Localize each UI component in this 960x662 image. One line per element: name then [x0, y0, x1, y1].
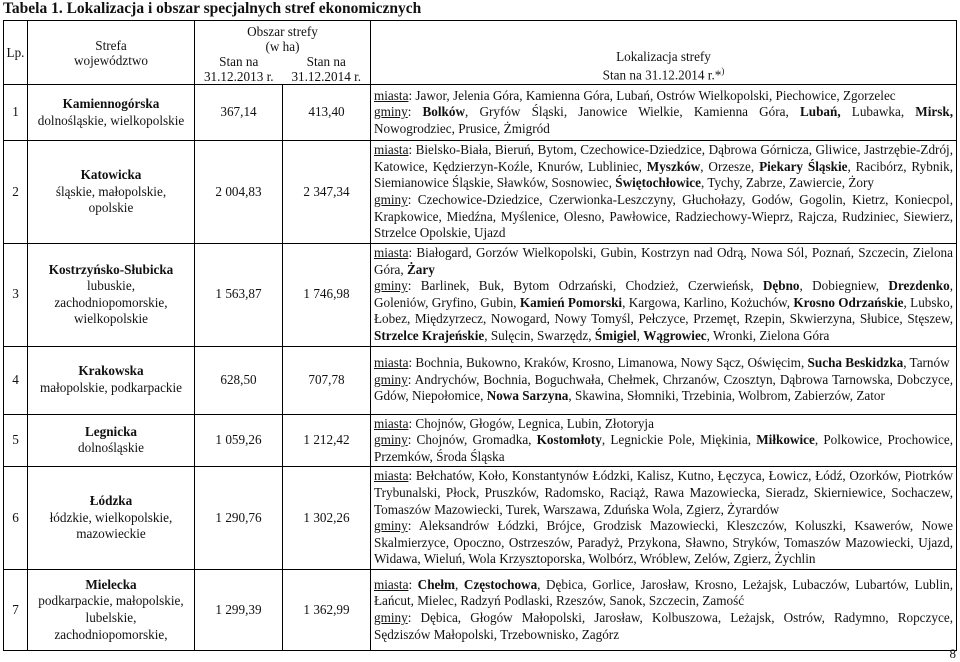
row-lp: 5 [4, 414, 28, 467]
gminy-label: gminy [374, 371, 408, 387]
gminy-text: : [407, 104, 423, 120]
gminy-line [374, 518, 953, 568]
miasta-label: miasta [374, 415, 409, 431]
gminy-text: , Dobiegniew, [799, 278, 889, 294]
gminy-text: , Skawina, Słomniki, Trzebinia, Wolbrom, Zabierzów, Zator [568, 388, 885, 404]
miasta-text: Żary [406, 261, 435, 277]
gminy-text: Drezdenko [888, 278, 950, 294]
gminy-text: Śmigiel [594, 327, 637, 343]
gminy-text: Lubawka, [840, 104, 916, 120]
miasta-line [374, 416, 953, 433]
miasta-text: , Tychy, Zabrze, Zawiercie, Żory [700, 175, 874, 191]
table-row [4, 244, 957, 347]
gminy-text: , Legnickie Pole, Miękinia, [601, 432, 757, 448]
gminy-line [374, 432, 953, 465]
area-2014: 707,78 [283, 346, 371, 414]
gminy-text: : Andrychów, Bochnia, Boguchwała, Chełmek, Chrzanów, Czosztyn, Dąbrowa Tarnowska, Dobczyce, Gdów, Niepołomice, [374, 371, 953, 404]
area-2013: 628,50 [195, 346, 283, 414]
miasta-text: : Bochnia, Bukowno, Kraków, Krosno, Limanowa, Nowy Sącz, Oświęcim, [408, 355, 808, 371]
location-cell [371, 467, 957, 570]
table-row [4, 414, 957, 467]
location-cell [371, 85, 957, 141]
gminy-label: gminy [374, 432, 408, 448]
row-lp: 3 [4, 244, 28, 347]
miasta-label: miasta [374, 576, 409, 592]
gminy-text: Strzelce Krajeńskie [374, 327, 485, 343]
zone-voivodeships: dolnośląskie, wielkopolskie [37, 112, 185, 128]
area-2014: 413,40 [283, 85, 371, 141]
zone-voivodeships: małopolskie, podkarpackie [39, 380, 183, 396]
miasta-label: miasta [374, 468, 409, 484]
header-obszar-unit: (w ha) [265, 39, 300, 54]
header-lokalizacja [371, 21, 957, 85]
gminy-text: , Wronki, Zielona Góra [706, 327, 830, 343]
gminy-text: , Lubsko, Łobez, Międzyrzecz, Nowogard, Nowy Tomyśl, Pełczyce, Przemęt, Rzepin, Skwierzyna, Słubice, Stęszew, [374, 294, 954, 327]
miasta-line [374, 577, 953, 610]
gminy-text: , Goleniów, Gryfino, Gubin, [374, 278, 953, 310]
miasta-text: , Orzesze, [700, 158, 760, 174]
zone-cell [28, 244, 195, 347]
zone-voivodeships: podkarpackie, małopolskie, lubelskie, zachodniopomorskie, [38, 593, 184, 642]
miasta-text: Sucha Beskidzka [807, 355, 904, 371]
gminy-line [374, 278, 953, 344]
location-cell [371, 141, 957, 244]
zone-cell [28, 85, 195, 141]
miasta-text: Myszków [646, 158, 701, 174]
table-row [4, 85, 957, 141]
table-row [4, 467, 957, 570]
header-lokalizacja-stan: Stan na 31.12.2014 r.*) [602, 65, 725, 82]
gminy-label: gminy [374, 609, 408, 625]
zone-name: Legnicka [84, 423, 138, 439]
miasta-line [374, 468, 953, 518]
area-2013: 1 059,26 [195, 414, 283, 467]
row-lp: 4 [4, 346, 28, 414]
gminy-text: : Czechowice-Dziedzice, Czerwionka-Leszczyny, Głuchołazy, Godów, Gogolin, Kietrz, Koniecpol, Krapkowice, Miedźna, Myślenice, Olesno, Pawłowice, Radziechowy-Wieprz, Rajcza, Rudziniec, Siewierz, Strzelce Opolskie, Ujazd [374, 192, 953, 241]
zone-name: Kamiennogórska [62, 95, 160, 111]
gminy-text: Dębno [762, 278, 800, 294]
zone-voivodeships: śląskie, małopolskie, opolskie [55, 183, 167, 216]
table-caption: Tabela 1. Lokalizacja i obszar specjalnych stref ekonomicznych [3, 0, 422, 17]
gminy-text: Lubań, [799, 104, 841, 120]
miasta-text: : [408, 576, 418, 592]
location-cell [371, 569, 957, 650]
area-2014: 1 746,98 [283, 244, 371, 347]
gminy-text: Kostomłoty [536, 432, 602, 448]
gminy-label: gminy [374, 518, 408, 534]
header-lokalizacja-label: Lokalizacja strefy [616, 48, 711, 64]
location-cell [371, 244, 957, 347]
gminy-text: , Polkowice, Prochowice, Przemków, Środa Śląska [374, 432, 954, 464]
area-2013: 1 290,76 [195, 467, 283, 570]
gminy-label: gminy [374, 104, 408, 120]
miasta-text: , Racibórz, Rybnik, Siemianowice Śląskie, Sławków, Sosnowiec, [374, 158, 954, 191]
area-2014: 1 362,99 [283, 569, 371, 650]
miasta-text: : Bielsko-Biała, Bieruń, Bytom, Czechowice-Dziedzice, Dąbrowa Górnicza, Gliwice, Jastrzębie-Zdrój, Katowice, Kędzierzyn-Koźle, Knurów, Lubliniec, [374, 142, 953, 174]
miasta-text: , Tarnów [903, 355, 950, 371]
gminy-text: : Dębica, Głogów Małopolski, Jarosław, Kolbuszowa, Leżajsk, Ostrów, Radymno, Ropczyce, Sędziszów Małopolski, Trzebownisko, Zagórz [374, 609, 953, 642]
miasta-label: miasta [374, 142, 409, 158]
zone-cell [28, 467, 195, 570]
miasta-line [374, 88, 953, 105]
gminy-line [374, 104, 953, 137]
miasta-text: : Bełchatów, Koło, Konstantynów Łódzki, Kalisz, Kutno, Łęczyca, Łowicz, Łódź, Ozorków, Piotrków Trybunalski, Płock, Pruszków, Radomsko, Raciąż, Rawa Mazowiecka, Sieradz, Skierniewice, Sochaczew, Tomaszów Mazowiecki, Turek, Warszawa, Zduńska Wola, Zgierz, Żyrardów [374, 468, 953, 517]
gminy-text: Mirsk, [915, 104, 953, 120]
sez-table [3, 20, 957, 651]
area-2013: 1 563,87 [195, 244, 283, 347]
table-row [4, 346, 957, 414]
area-2013: 1 299,39 [195, 569, 283, 650]
row-lp: 7 [4, 569, 28, 650]
miasta-label: miasta [374, 355, 409, 371]
gminy-text: Miłkowice [756, 432, 815, 448]
zone-voivodeships: łódzkie, wielkopolskie, mazowieckie [49, 509, 173, 542]
location-cell [371, 346, 957, 414]
gminy-text: , Kargowa, Karlino, Kożuchów, [622, 294, 794, 310]
zone-cell [28, 346, 195, 414]
zone-name: Łódzka [89, 493, 133, 509]
miasta-text: Częstochowa [463, 576, 538, 592]
miasta-line [374, 245, 953, 278]
zone-cell [28, 569, 195, 650]
gminy-text: , Sulęcin, Swarzędz, [484, 327, 595, 343]
gminy-label: gminy [374, 192, 408, 207]
header-stan-2014: Stan na 31.12.2014 r. [291, 54, 362, 84]
row-lp: 6 [4, 467, 28, 570]
header-obszar-label: Obszar strefy [247, 24, 318, 39]
area-2014: 1 302,26 [283, 467, 371, 570]
zone-cell [28, 141, 195, 244]
gminy-text: : Chojnów, Gromadka, [407, 432, 537, 448]
gminy-text: Wągrowiec [643, 327, 707, 343]
gminy-text: : Aleksandrów Łódzki, Brójce, Grodzisk Mazowiecki, Kleszczów, Koluszki, Ksawerów, Nowe Skalmierzyce, Opoczno, Ostrzeszów, Paradyż, Przykona, Sławno, Stryków, Tomaszów Mazowiecki, Ujazd, Widawa, Wieluń, Wola Krzysztoporska, Wolbórz, Wróblew, Zelów, Zgierz, Żychlin [374, 518, 953, 567]
row-lp: 1 [4, 85, 28, 141]
gminy-label: gminy [374, 278, 408, 294]
table-row [4, 141, 957, 244]
miasta-text: Świętochłowice [615, 175, 701, 191]
gminy-text: , [636, 327, 644, 343]
gminy-text: Krosno Odrzańskie [793, 294, 904, 310]
zone-name: Krakowska [78, 363, 144, 379]
location-cell [371, 414, 957, 467]
header-lp: Lp. [4, 21, 28, 85]
gminy-text: : Barlinek, Buk, Bytom Odrzański, Chodzież, Czerwieńsk, [407, 278, 763, 294]
gminy-line [374, 610, 953, 643]
zone-name: Kostrzyńsko-Słubicka [48, 261, 174, 277]
miasta-line [374, 355, 953, 372]
zone-cell [28, 414, 195, 467]
miasta-label: miasta [374, 245, 409, 260]
gminy-text: Nowogrodziec, Prusice, Żmigród [374, 120, 550, 136]
miasta-text: : Jawor, Jelenia Góra, Kamienna Góra, Lubań, Ostrów Wielkopolski, Piechowice, Zgorzelec [408, 87, 896, 103]
header-stan-2013: Stan na 31.12.2013 r. [203, 54, 274, 84]
miasta-text: , Dębica, Gorlice, Jarosław, Krosno, Leżajsk, Lubaczów, Lubartów, Lublin, Łańcut, Mielec, Radzyń Podlaski, Rzeszów, Sanok, Szczecin, Zamość [374, 576, 953, 609]
table-row [4, 569, 957, 650]
area-2014: 2 347,34 [283, 141, 371, 244]
area-2013: 367,14 [195, 85, 283, 141]
zone-voivodeships: dolnośląskie [78, 440, 144, 456]
miasta-text: Chełm [417, 576, 456, 592]
gminy-text: Kamień Pomorski [519, 294, 623, 310]
header-obszar [195, 21, 371, 85]
zone-name: Katowicka [80, 167, 142, 183]
miasta-text: Piekary Śląskie [759, 158, 848, 174]
zone-name: Mielecka [85, 576, 137, 592]
gminy-line [374, 372, 953, 405]
miasta-text: , [455, 576, 464, 592]
miasta-line [374, 142, 953, 192]
area-2014: 1 212,42 [283, 414, 371, 467]
miasta-text: : Białogard, Gorzów Wielkopolski, Gubin, Kostrzyn nad Odrą, Nowa Sól, Poznań, Szczecin, Zielona Góra, [374, 245, 953, 277]
header-wojewodztwo-label: województwo [74, 52, 148, 68]
gminy-text: Nowa Sarzyna [486, 388, 569, 404]
gminy-text: Bolków [422, 104, 466, 120]
zone-voivodeships: lubuskie, zachodniopomorskie, wielkopolskie [54, 278, 168, 327]
gminy-line [374, 192, 953, 242]
miasta-text: : Chojnów, Głogów, Legnica, Lubin, Złotoryja [408, 415, 654, 431]
page-number: 8 [949, 646, 956, 661]
miasta-label: miasta [374, 87, 409, 103]
gminy-text: , Gryfów Śląski, Janowice Wielkie, Kamienna Góra, [465, 104, 800, 120]
header-strefa [28, 21, 195, 85]
header-strefa-label: Strefa [95, 37, 127, 53]
area-2013: 2 004,83 [195, 141, 283, 244]
row-lp: 2 [4, 141, 28, 244]
